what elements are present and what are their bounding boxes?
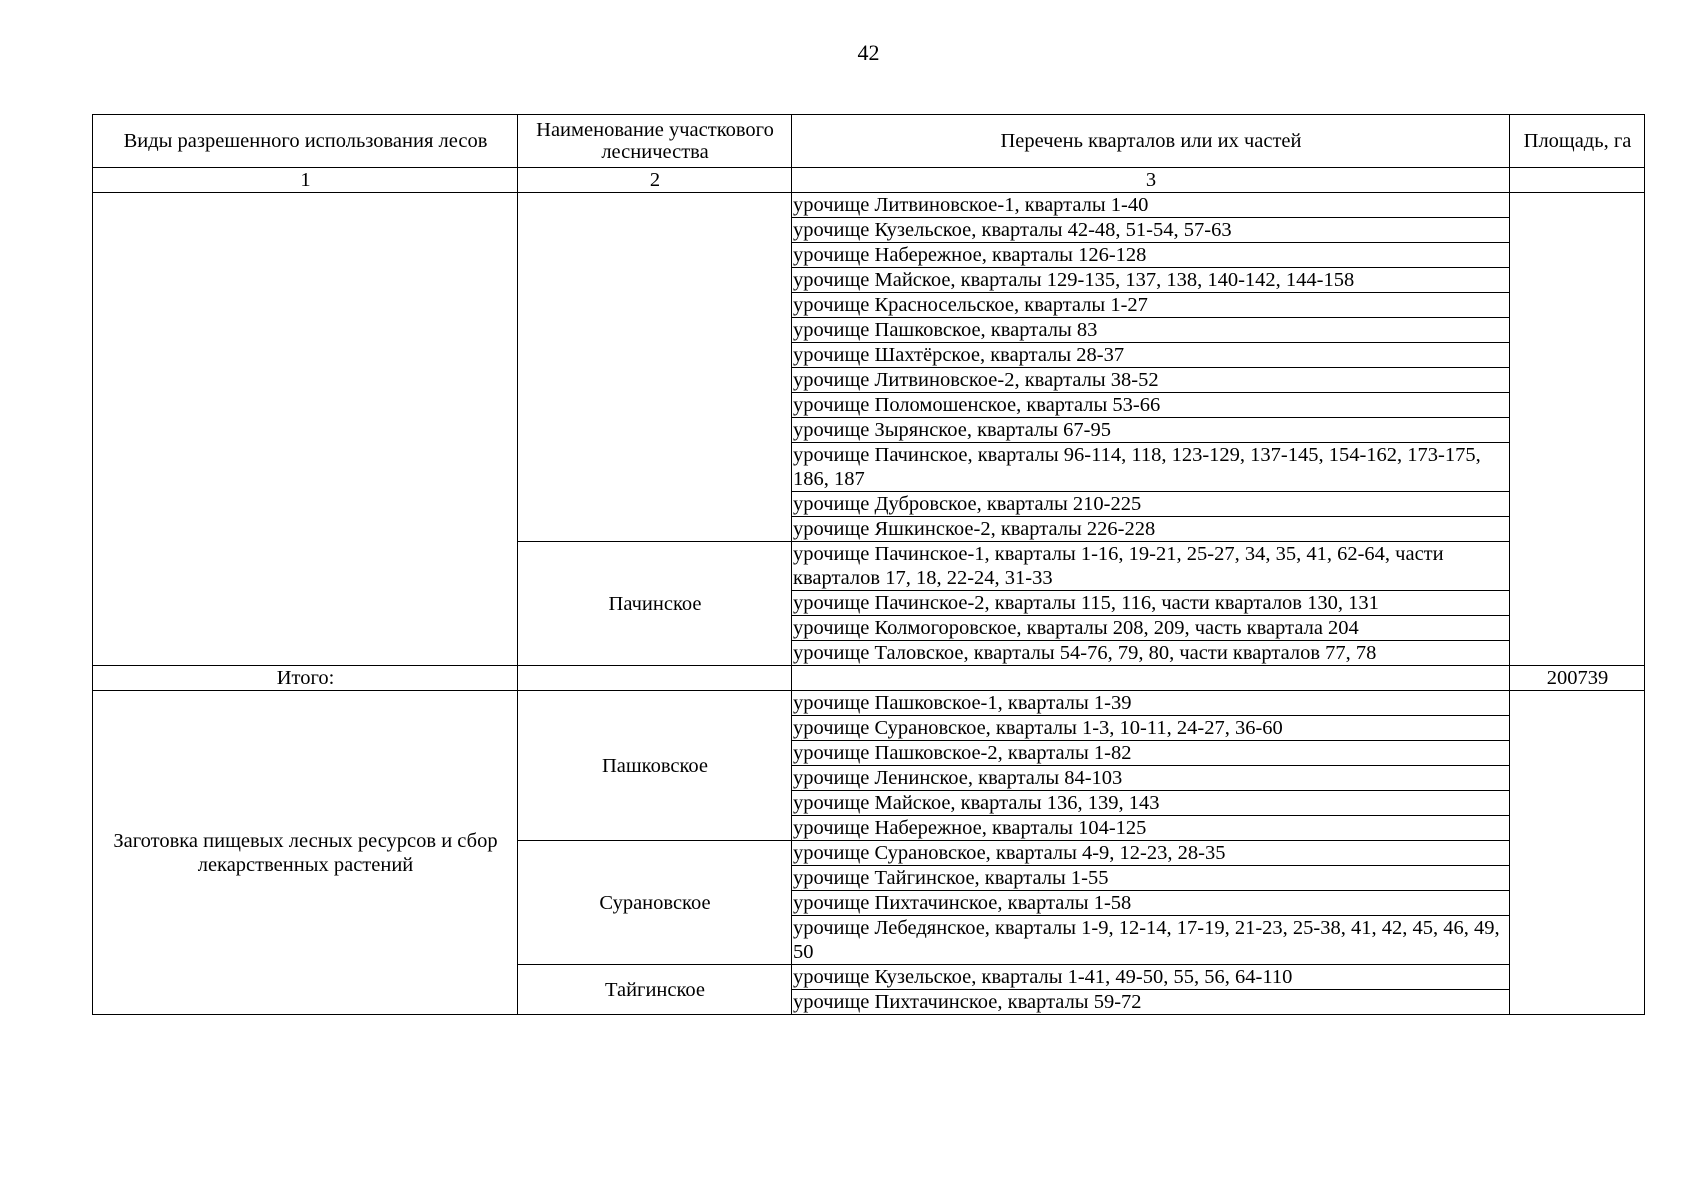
quarters-cell: урочище Дубровское, кварталы 210-225 (792, 492, 1510, 517)
area-cell-empty (1510, 691, 1645, 1015)
quarters-cell: урочище Кузельское, кварталы 1-41, 49-50, 55, 56, 64-110 (792, 965, 1510, 990)
header-forestry-name: Наименование участкового лесничества (518, 115, 792, 168)
forest-use-table (92, 114, 1645, 1015)
forestry-name-cell: Пашковское (518, 691, 792, 841)
forestry-name-cell: Тайгинское (518, 965, 792, 1015)
quarters-cell: урочище Набережное, кварталы 104-125 (792, 816, 1510, 841)
total-row (93, 666, 1645, 691)
quarters-cell: урочище Тайгинское, кварталы 1-55 (792, 866, 1510, 891)
forestry-name-cell: Сурановское (518, 841, 792, 965)
column-number: 2 (518, 168, 792, 193)
column-number: 3 (792, 168, 1510, 193)
quarters-cell: урочище Пашковское-1, кварталы 1-39 (792, 691, 1510, 716)
area-cell-empty (1510, 193, 1645, 666)
table-header-row (93, 115, 1645, 168)
quarters-cell: урочище Майское, кварталы 129-135, 137, 138, 140-142, 144-158 (792, 268, 1510, 293)
quarters-cell: урочище Колмогоровское, кварталы 208, 209, часть квартала 204 (792, 616, 1510, 641)
quarters-cell: урочище Пачинское-2, кварталы 115, 116, части кварталов 130, 131 (792, 591, 1510, 616)
quarters-cell: урочище Пачинское-1, кварталы 1-16, 19-21, 25-27, 34, 35, 41, 62-64, части кварталов 17, 18, 22-24, 31-33 (792, 542, 1510, 591)
quarters-cell: урочище Пачинское, кварталы 96-114, 118, 123-129, 137-145, 154-162, 173-175, 186, 187 (792, 443, 1510, 492)
total-value: 200739 (1510, 666, 1645, 691)
quarters-cell: урочище Ленинское, кварталы 84-103 (792, 766, 1510, 791)
quarters-cell: урочище Яшкинское-2, кварталы 226-228 (792, 517, 1510, 542)
quarters-cell: урочище Зырянское, кварталы 67-95 (792, 418, 1510, 443)
quarters-cell: урочище Пашковское-2, кварталы 1-82 (792, 741, 1510, 766)
page-number: 42 (857, 40, 880, 65)
column-number (1510, 168, 1645, 193)
quarters-cell: урочище Кузельское, кварталы 42-48, 51-54, 57-63 (792, 218, 1510, 243)
quarters-cell: урочище Сурановское, кварталы 1-3, 10-11, 24-27, 36-60 (792, 716, 1510, 741)
quarters-cell: урочище Красносельское, кварталы 1-27 (792, 293, 1510, 318)
quarters-cell: урочище Майское, кварталы 136, 139, 143 (792, 791, 1510, 816)
table-row (93, 691, 1645, 716)
quarters-cell: урочище Литвиновское-1, кварталы 1-40 (792, 193, 1510, 218)
quarters-cell: урочище Таловское, кварталы 54-76, 79, 80, части кварталов 77, 78 (792, 641, 1510, 666)
quarters-cell: урочище Набережное, кварталы 126-128 (792, 243, 1510, 268)
quarters-cell: урочище Пихтачинское, кварталы 1-58 (792, 891, 1510, 916)
header-use-type: Виды разрешенного использования лесов (93, 115, 518, 168)
forestry-name-cell: Пачинское (518, 542, 792, 666)
column-number: 1 (93, 168, 518, 193)
quarters-cell: урочище Шахтёрское, кварталы 28-37 (792, 343, 1510, 368)
use-type-cell-empty (93, 193, 518, 666)
header-quarters-list: Перечень кварталов или их частей (792, 115, 1510, 168)
total-label: Итого: (93, 666, 518, 691)
header-area: Площадь, га (1510, 115, 1645, 168)
quarters-cell: урочище Сурановское, кварталы 4-9, 12-23, 28-35 (792, 841, 1510, 866)
total-empty-cell (518, 666, 792, 691)
use-type-cell: Заготовка пищевых лесных ресурсов и сбор лекарственных растений (93, 691, 518, 1015)
quarters-cell: урочище Литвиновское-2, кварталы 38-52 (792, 368, 1510, 393)
quarters-cell: урочище Лебедянское, кварталы 1-9, 12-14, 17-19, 21-23, 25-38, 41, 42, 45, 46, 49, 50 (792, 916, 1510, 965)
quarters-cell: урочище Пашковское, кварталы 83 (792, 318, 1510, 343)
forestry-name-cell-empty (518, 193, 792, 542)
total-empty-cell (792, 666, 1510, 691)
column-number-row (93, 168, 1645, 193)
table-row (93, 193, 1645, 218)
quarters-cell: урочище Пихтачинское, кварталы 59-72 (792, 990, 1510, 1015)
quarters-cell: урочище Поломошенское, кварталы 53-66 (792, 393, 1510, 418)
